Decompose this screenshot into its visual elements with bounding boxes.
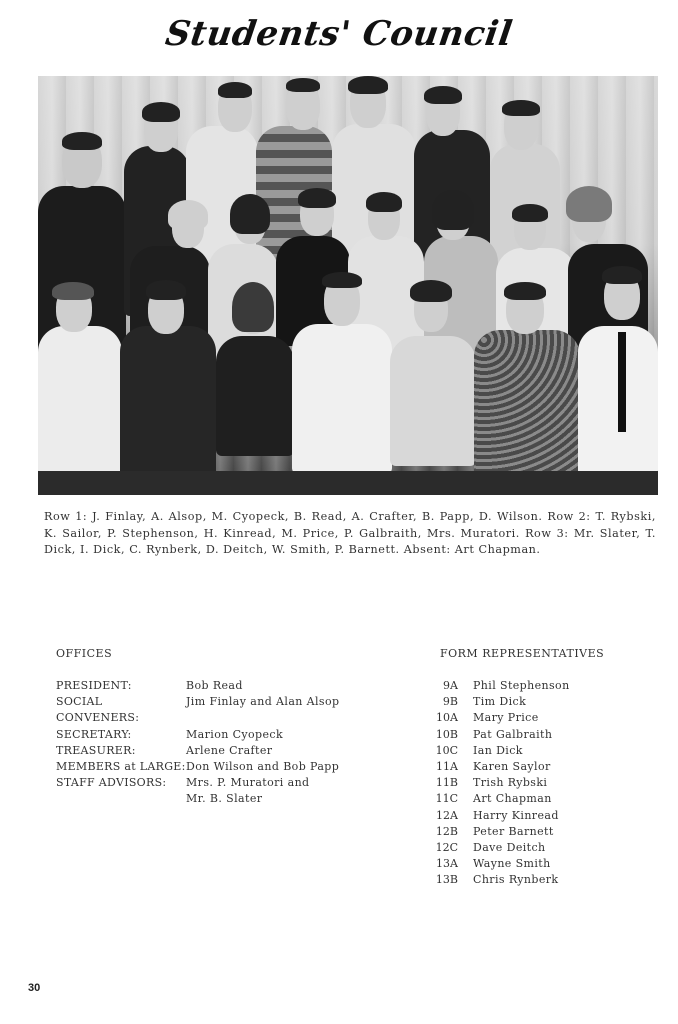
rep-name: Karen Saylor bbox=[473, 760, 551, 774]
offices-heading: OFFICES bbox=[56, 647, 113, 660]
page-title: Students' Council bbox=[162, 14, 516, 54]
office-holder: Mr. B. Slater bbox=[186, 792, 263, 806]
form-code: 11C bbox=[435, 792, 458, 806]
rep-name: Mary Price bbox=[473, 711, 539, 725]
office-label: PRESIDENT: bbox=[56, 679, 132, 692]
form-code: 10A bbox=[436, 711, 458, 725]
office-holder: Marion Cyopeck bbox=[186, 727, 284, 741]
rep-row bbox=[428, 775, 570, 791]
office-row bbox=[56, 727, 339, 743]
office-row bbox=[56, 743, 339, 759]
rep-name: Dave Deitch bbox=[473, 841, 546, 855]
form-code: 10B bbox=[435, 727, 458, 741]
form-code: 12C bbox=[435, 841, 458, 855]
office-holder: Bob Read bbox=[186, 679, 243, 692]
office-label bbox=[56, 791, 186, 807]
rep-name: Peter Barnett bbox=[473, 824, 554, 838]
form-code: 12B bbox=[435, 824, 458, 838]
rep-name: Tim Dick bbox=[473, 695, 527, 709]
office-label: SOCIAL CONVENERS: bbox=[56, 695, 140, 725]
office-holder: Jim Finlay and Alan Alsop bbox=[186, 695, 340, 709]
office-label: STAFF ADVISORS: bbox=[56, 776, 167, 790]
form-code: 9B bbox=[442, 695, 458, 709]
form-code: 10C bbox=[435, 743, 458, 757]
rep-row bbox=[428, 856, 570, 872]
rep-row bbox=[428, 727, 570, 743]
office-row bbox=[56, 694, 339, 726]
floor bbox=[38, 471, 658, 495]
office-label: SECRETARY: bbox=[56, 727, 132, 741]
rep-name: Trish Rybski bbox=[473, 776, 548, 790]
office-holder: Arlene Crafter bbox=[186, 743, 273, 757]
photo-caption: Row 1: J. Finlay, A. Alsop, M. Cyopeck, B. Read, A. Crafter, B. Papp, D. Wilson. Row 2: T. Rybski, K. Sailor, P. Stephenson, H. Kinread, M. Price, P. Galbraith, Mrs. Muratori. Row 3: Mr. Slater, T. Dick, I. Dick, C. Rynberk, D. Deitch, W. Smith, P. Barnett. Absent: Art Chapman. bbox=[44, 510, 656, 556]
rep-name: Art Chapman bbox=[473, 792, 552, 806]
rep-row bbox=[428, 710, 570, 726]
rep-row bbox=[428, 694, 570, 710]
rep-name: Pat Galbraith bbox=[473, 727, 553, 741]
rep-row bbox=[428, 840, 570, 856]
form-code: 13B bbox=[435, 873, 458, 887]
form-reps-heading: FORM REPRESENTATIVES bbox=[440, 647, 605, 660]
rep-name: Ian Dick bbox=[473, 743, 523, 757]
rep-row bbox=[428, 678, 570, 694]
form-code: 13A bbox=[436, 857, 458, 871]
office-holder: Mrs. P. Muratori and bbox=[186, 776, 310, 790]
rep-row bbox=[428, 791, 570, 807]
form-reps-list bbox=[428, 678, 570, 889]
office-label: MEMBERS at LARGE: bbox=[56, 760, 186, 774]
office-row bbox=[56, 759, 339, 775]
rep-name: Wayne Smith bbox=[473, 857, 551, 871]
form-code: 11B bbox=[435, 776, 458, 790]
office-row bbox=[56, 678, 339, 694]
rep-row bbox=[428, 743, 570, 759]
office-label: TREASURER: bbox=[56, 743, 136, 757]
office-holder: Don Wilson and Bob Papp bbox=[186, 760, 340, 774]
rep-row bbox=[428, 824, 570, 840]
group-photo bbox=[38, 76, 658, 495]
form-code: 11A bbox=[436, 760, 458, 774]
page-number: 30 bbox=[28, 982, 41, 994]
rep-row bbox=[428, 872, 570, 888]
offices-list bbox=[56, 678, 339, 808]
form-code: 12A bbox=[436, 808, 458, 822]
rep-row bbox=[428, 759, 570, 775]
rep-row bbox=[428, 808, 570, 824]
rep-name: Chris Rynberk bbox=[473, 873, 559, 887]
office-row bbox=[56, 791, 339, 807]
rep-name: Phil Stephenson bbox=[473, 679, 570, 692]
office-row bbox=[56, 775, 339, 791]
rep-name: Harry Kinread bbox=[473, 808, 559, 822]
form-code: 9A bbox=[443, 679, 458, 692]
